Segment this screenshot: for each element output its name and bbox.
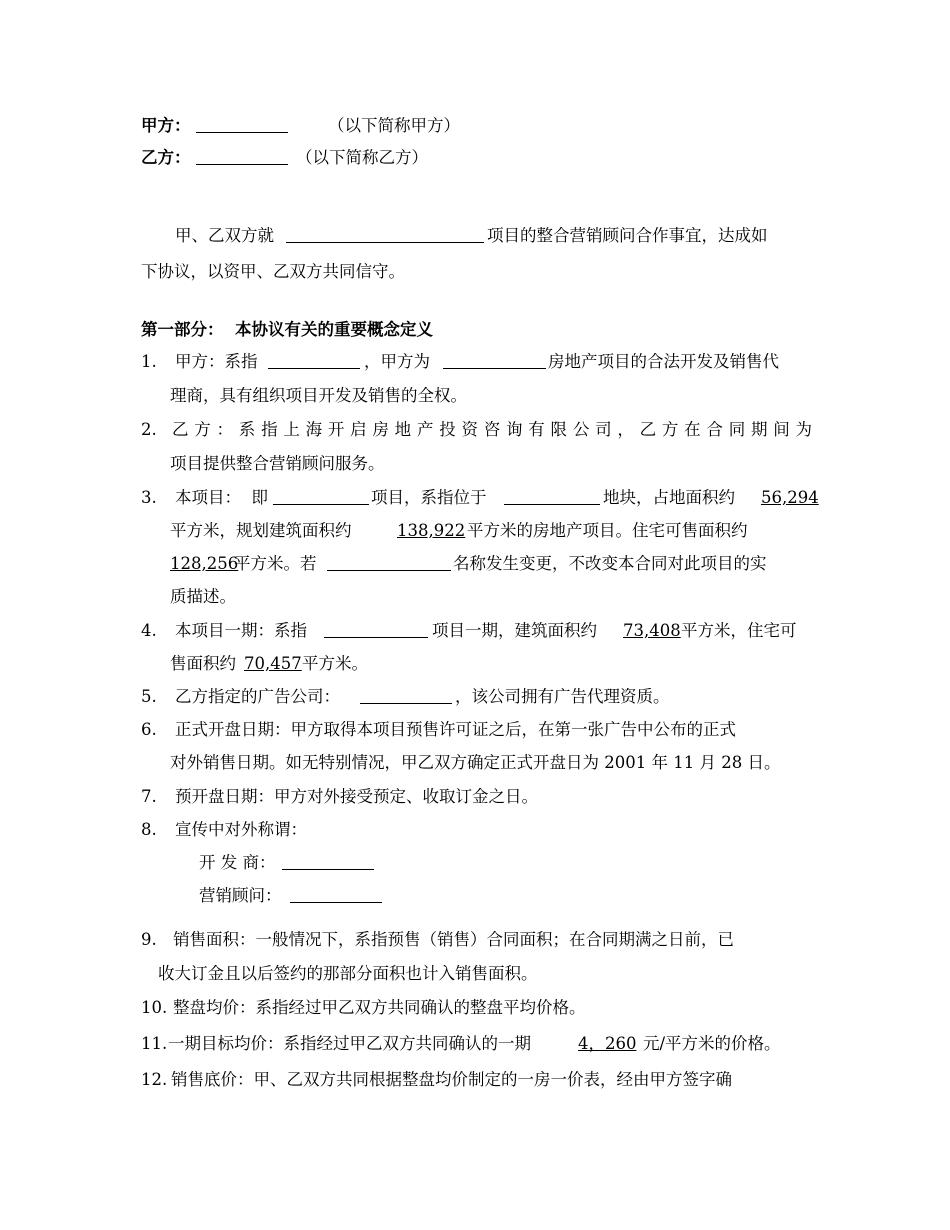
item-4-text-b: 项目一期，建筑面积约 xyxy=(432,621,597,640)
item-9-number: 9. xyxy=(141,930,157,949)
item-2-number: 2. xyxy=(141,420,157,439)
item-3-blank-c xyxy=(327,554,451,571)
item-4-text-e: 平方米。 xyxy=(302,654,368,673)
item-3-text-e: 平方米的房地产项目。住宅可售面积约 xyxy=(467,521,748,540)
item-4-text-c: 平方米，住宅可 xyxy=(681,621,797,640)
item-11-text-a: 一期目标均价：系指经过甲乙双方共同确认的一期 xyxy=(168,1034,531,1053)
item-3-number: 3. xyxy=(141,488,157,507)
section-1-title: 第一部分： 本协议有关的重要概念定义 xyxy=(141,320,433,339)
item-8-consultant-blank xyxy=(290,886,382,903)
item-8-developer-label: 开 发 商： xyxy=(199,853,276,872)
item-5-number: 5. xyxy=(141,687,157,706)
item-4-text-a: 本项目一期：系指 xyxy=(175,621,307,640)
item-3-blank-b xyxy=(504,488,600,505)
item-10-text-a: 整盘均价：系指经过甲乙双方共同确认的整盘平均价格。 xyxy=(173,998,586,1017)
item-5-blank xyxy=(360,687,452,704)
item-8-number: 8. xyxy=(141,820,157,839)
item-7-text-a: 预开盘日期：甲方对外接受预定、收取订金之日。 xyxy=(175,787,538,806)
item-8-text-a: 宣传中对外称谓： xyxy=(175,820,307,839)
item-9-text-a: 销售面积：一般情况下，系指预售（销售）合同面积；在合同期满之日前，已 xyxy=(173,930,734,949)
item-1-number: 1. xyxy=(141,352,157,371)
item-5-text-a: 乙方指定的广告公司： xyxy=(175,687,340,706)
item-3-text-c: 地块，占地面积约 xyxy=(603,488,735,507)
item-1-text-a: 甲方：系指 xyxy=(175,352,258,371)
item-12-number: 12. xyxy=(141,1070,168,1089)
item-1-blank-a xyxy=(268,352,360,369)
item-3-text-b: 项目，系指位于 xyxy=(371,488,487,507)
party-b-label: 乙方： xyxy=(141,148,191,167)
item-12-text-a: 销售底价：甲、乙双方共同根据整盘均价制定的一房一价表，经由甲方签字确 xyxy=(171,1070,732,1089)
item-8-consultant-label: 营销顾问： xyxy=(199,886,282,905)
item-3-text-f: 平方米。若 xyxy=(234,554,317,573)
item-10-number: 10. xyxy=(141,998,168,1017)
item-3-text-h: 质描述。 xyxy=(170,587,236,606)
item-3-text-d: 平方米，规划建筑面积约 xyxy=(170,521,352,540)
item-1-blank-b xyxy=(443,352,546,369)
item-11-text-b: 元/平方米的价格。 xyxy=(643,1034,781,1053)
party-b-blank xyxy=(196,148,288,165)
item-4-text-d: 售面积约 xyxy=(170,654,236,673)
item-6-text-b: 对外销售日期。如无特别情况，甲乙双方确定正式开盘日为 2001 年 11 月 28 日。 xyxy=(170,753,781,772)
item-1-text-b: ，甲方为 xyxy=(364,352,430,371)
item-3-land-area: 56,294 xyxy=(761,488,819,507)
intro-text-b: 项目的整合营销顾问合作事宜，达成如 xyxy=(487,226,768,245)
item-6-text-a: 正式开盘日期：甲方取得本项目预售许可证之后，在第一张广告中公布的正式 xyxy=(175,720,736,739)
item-4-building-area: 73,408 xyxy=(623,621,681,640)
item-1-text-d: 理商，具有组织项目开发及销售的全权。 xyxy=(170,386,467,405)
intro-project-blank xyxy=(286,226,484,243)
item-3-saleable-area: 128,256 xyxy=(170,554,239,573)
item-11-target-price: 4，260 xyxy=(578,1034,637,1053)
item-11-number: 11. xyxy=(141,1034,168,1053)
item-2-text-a: 乙方：系指上海开启房地产投资咨询有限公司，乙方在合同期间为 xyxy=(172,420,812,439)
intro-text-c: 下协议，以资甲、乙双方共同信守。 xyxy=(141,262,405,281)
party-a-blank xyxy=(196,116,288,133)
party-a-note: （以下简称甲方） xyxy=(328,116,460,135)
item-6-number: 6. xyxy=(141,720,157,739)
item-4-blank xyxy=(324,621,428,638)
item-5-text-b: ，该公司拥有广告代理资质。 xyxy=(455,687,670,706)
item-4-saleable-area: 70,457 xyxy=(244,654,302,673)
item-4-number: 4. xyxy=(141,621,157,640)
party-b-note: （以下简称乙方） xyxy=(296,148,428,167)
item-2-text-b: 项目提供整合营销顾问服务。 xyxy=(170,454,385,473)
party-a-label: 甲方： xyxy=(141,116,191,135)
item-3-text-g: 名称发生变更，不改变本合同对此项目的实 xyxy=(453,554,767,573)
item-1-text-c: 房地产项目的合法开发及销售代 xyxy=(548,352,779,371)
item-8-developer-blank xyxy=(282,853,374,870)
item-3-building-area: 138,922 xyxy=(397,521,466,540)
item-9-text-b: 收大订金且以后签约的那部分面积也计入销售面积。 xyxy=(158,964,538,983)
intro-text-a: 甲、乙双方就 xyxy=(175,226,274,245)
item-7-number: 7. xyxy=(141,787,157,806)
item-3-blank-a xyxy=(273,488,369,505)
item-3-text-a: 本项目： 即 xyxy=(175,488,268,507)
